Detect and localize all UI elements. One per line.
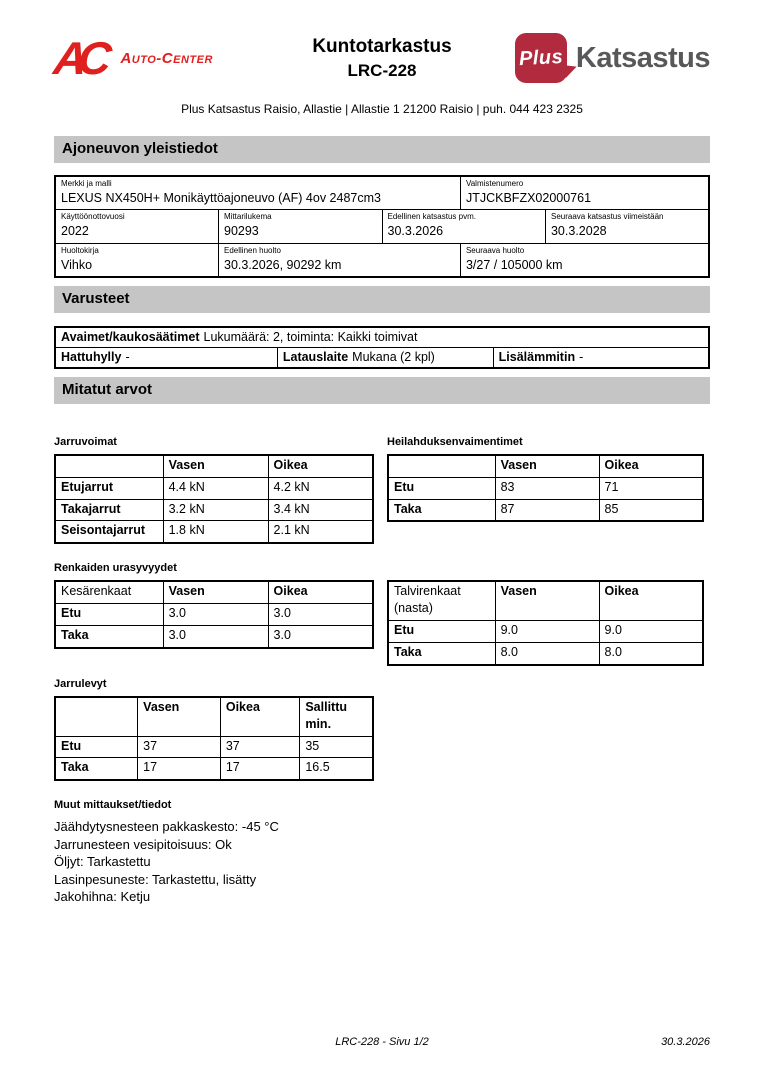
column-header-left: Vasen [163,581,268,603]
field-value: 3/27 / 105000 km [465,257,563,272]
field-label: Seuraava huolto [465,245,525,255]
table-row [388,477,703,499]
corner-cell: Talvirenkaat (nasta) [388,581,495,620]
value-cell: 8.0 [495,642,599,664]
cell-parcel-shelf [55,347,277,368]
cell-odometer [219,210,383,243]
plus-katsastus-logo [505,33,710,83]
cell-next-service [460,243,709,277]
equipment-value: - [579,349,584,364]
row-label: Etu [388,621,495,643]
footer-date: 30.3.2026 [661,1036,710,1048]
column-header-left: Vasen [495,455,599,477]
document-title-block [259,34,505,82]
auto-center-logo [51,32,259,84]
equipment-label: Avaimet/kaukosäätimet [61,329,200,344]
cell-vin [460,176,709,210]
other-measurements-title: Muut mittaukset/tiedot [54,799,172,812]
value-cell: 87 [495,499,599,521]
table-row [55,736,373,758]
field-value: Vihko [61,257,93,272]
table-row [55,477,373,499]
table-row [55,327,709,348]
field-label: Käyttöönottovuosi [61,212,125,222]
shock-absorbers-table [387,454,704,523]
row-label: Takajarrut [55,499,163,521]
table-header-row [388,455,703,477]
measurement-line: Öljyt: Tarkastettu [54,854,151,870]
column-header-min: Sallittu min. [300,697,373,736]
summer-tires-table [54,580,374,649]
row-label: Seisontajarrut [55,521,163,543]
tires-row [54,580,710,666]
value-cell: 9.0 [495,621,599,643]
field-value: JTJCKBFZX02000761 [465,191,592,205]
field-label: Valmistenumero [465,179,524,188]
value-cell: 17 [138,758,221,780]
equipment-label: Hattuhylly [61,349,122,364]
table-row [388,621,703,643]
section-header-general-info: Ajoneuvon yleistiedot [54,136,710,163]
table-row [55,758,373,780]
cell-charger [277,347,493,368]
value-cell: 37 [138,736,221,758]
value-cell: 85 [599,499,703,521]
brake-forces-table [54,454,374,545]
value-cell: 3.2 kN [163,499,268,521]
section-header-measured-values: Mitatut arvot [54,377,710,404]
row-label: Taka [55,758,138,780]
brake-discs-table [54,696,374,782]
brakes-dampers-row [54,436,710,545]
shock-absorbers-block [387,436,704,523]
value-cell: 9.0 [599,621,703,643]
winter-tires-table [387,580,704,666]
value-cell: 2.1 kN [268,521,373,543]
table-row [388,499,703,521]
column-header-left: Vasen [163,455,268,477]
column-header-right: Oikea [268,581,373,603]
value-cell: 4.2 kN [268,477,373,499]
katsastus-logo-text: Katsastus [575,41,710,74]
field-label: Edellinen katsastus pvm. [387,212,476,222]
table-row [55,604,373,626]
value-cell: 8.0 [599,642,703,664]
column-header-left: Vasen [138,697,221,736]
row-label: Taka [388,642,495,664]
value-cell: 3.4 kN [268,499,373,521]
field-label: Huoltokirja [61,245,99,255]
equipment-label: Lisälämmitin [498,349,576,364]
other-measurements-block [54,799,710,906]
column-header-right: Oikea [220,697,300,736]
corner-cell [55,455,163,477]
field-label: Mittarilukema [224,212,272,222]
corner-cell [55,697,138,736]
cell-first-use-year [55,210,219,243]
field-value: LEXUS NX450H+ Monikäyttöajoneuvo (AF) 4ov 2487cm3 [61,191,381,205]
general-info-table [54,175,710,278]
value-cell: 3.0 [268,626,373,648]
cell-make-model [55,176,460,210]
section-header-equipment: Varusteet [54,286,710,313]
equipment-value: Mukana (2 kpl) [352,349,435,364]
shock-absorbers-title: Heilahduksenvaimentimet [387,435,523,448]
measurement-line: Lasinpesuneste: Tarkastettu, lisätty [54,871,257,887]
table-row [55,626,373,648]
column-header-right: Oikea [599,455,703,477]
value-cell: 3.0 [268,604,373,626]
row-label: Etujarrut [55,477,163,499]
brake-forces-title: Jarruvoimat [54,435,117,448]
table-header-row [55,697,373,736]
cell-previous-inspection [382,210,545,243]
summer-tires-block [54,580,374,649]
column-header-right: Oikea [268,455,373,477]
cell-next-inspection [545,210,709,243]
station-address: Plus Katsastus Raisio, Allastie | Allastie 1 21200 Raisio | puh. 044 423 2325 [181,102,583,116]
row-label: Etu [55,604,163,626]
cell-auxiliary-heater [493,347,709,368]
value-cell: 3.0 [163,626,268,648]
field-label: Seuraava katsastus viimeistään [550,212,664,222]
row-label: Taka [388,499,495,521]
row-label: Etu [55,736,138,758]
table-row [55,176,709,210]
value-cell: 37 [220,736,300,758]
winter-tires-block [387,580,704,666]
cell-keys-remotes [55,327,709,348]
table-header-row [388,581,703,620]
value-cell: 17 [220,758,300,780]
auto-center-logo-icon: AC [51,32,106,84]
table-row [388,642,703,664]
corner-cell [388,455,495,477]
auto-center-logo-text: Auto-Center [120,49,213,67]
field-value: 2022 [61,224,89,239]
measurement-line: Jakohihna: Ketju [54,889,151,905]
table-row [55,210,709,243]
field-label: Merkki ja malli [61,179,112,188]
header [51,26,710,90]
registration-number: LRC-228 [347,60,417,80]
field-value: 30.3.2026 [387,224,444,239]
brake-discs-title: Jarrulevyt [54,677,107,690]
value-cell: 1.8 kN [163,521,268,543]
cell-service-book [55,243,219,277]
equipment-label: Latauslaite [282,349,349,364]
column-header-left: Vasen [495,581,599,620]
value-cell: 16.5 [300,758,373,780]
other-measurements-lines [54,818,710,906]
table-header-row [55,455,373,477]
table-header-row [55,581,373,603]
plus-logo-text: Plus [518,45,564,70]
measurement-line: Jarrunesteen vesipitoisuus: Ok [54,836,232,852]
brake-discs-block [54,678,374,782]
value-cell: 71 [599,477,703,499]
measured-values-area [54,436,710,906]
table-row [55,521,373,543]
field-label: Edellinen huolto [224,245,281,255]
value-cell: 83 [495,477,599,499]
table-row [55,243,709,277]
field-value: 90293 [224,224,259,239]
field-value: 30.3.2026, 90292 km [224,257,342,272]
tire-treads-title: Renkaiden urasyvyydet [54,562,177,575]
measurement-line: Jäähdytysnesteen pakkaskesto: -45 °C [54,819,279,835]
document-title: Kuntotarkastus [312,36,452,58]
table-row [55,347,709,368]
value-cell: 35 [300,736,373,758]
equipment-table [54,326,710,369]
column-header-right: Oikea [599,581,703,620]
row-label: Taka [55,626,163,648]
corner-cell: Kesärenkaat [55,581,163,603]
table-row [55,499,373,521]
plus-logo-badge-icon [515,33,567,83]
value-cell: 4.4 kN [163,477,268,499]
cell-previous-service [219,243,461,277]
row-label: Etu [388,477,495,499]
footer-page-indicator: LRC-228 - Sivu 1/2 [335,1036,429,1048]
brake-forces-block [54,436,374,545]
equipment-value: Lukumäärä: 2, toiminta: Kaikki toimivat [203,329,418,344]
value-cell: 3.0 [163,604,268,626]
equipment-value: - [125,349,130,364]
field-value: 30.3.2028 [550,224,607,239]
